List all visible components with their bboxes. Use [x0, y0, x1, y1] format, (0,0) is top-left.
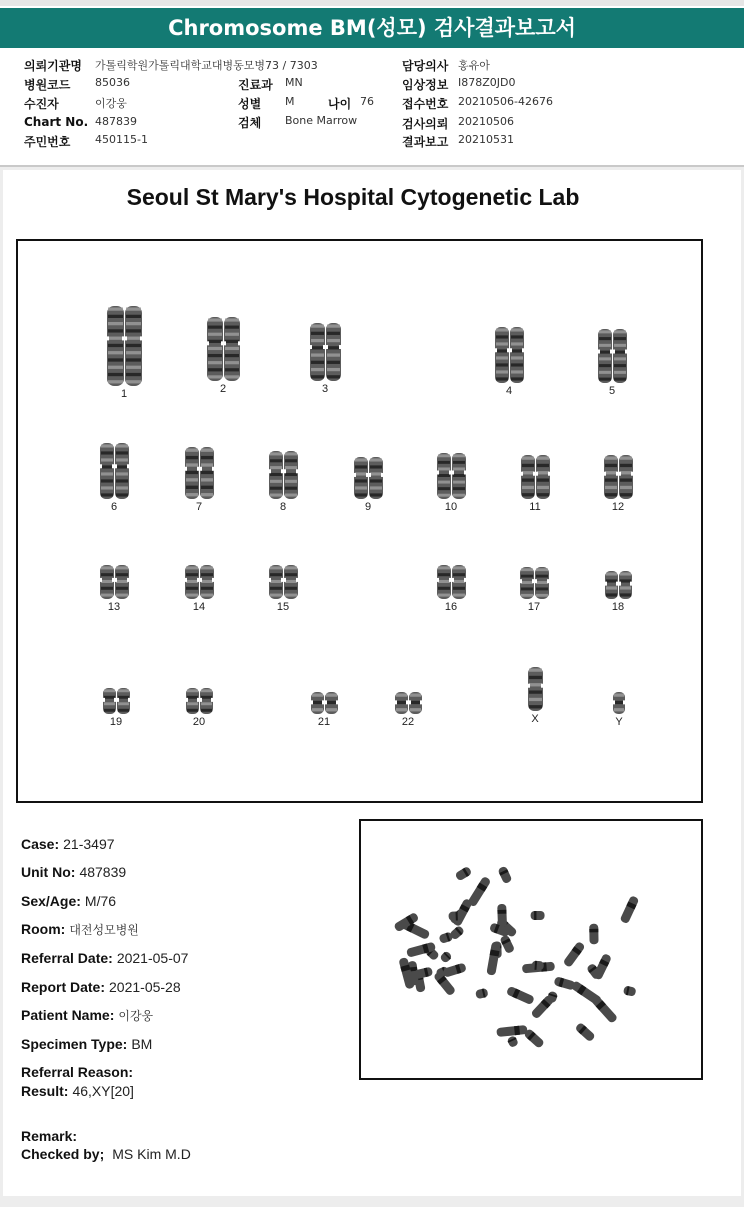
unit-no-field: [21, 864, 126, 880]
metaphase-chromosome: [574, 1022, 595, 1043]
info-label-resident-no: 주민번호: [24, 135, 71, 149]
metaphase-image-panel: [359, 819, 703, 1080]
chromosome-22-image: [393, 692, 423, 714]
chromosome-label-5: 5: [608, 385, 616, 397]
chromosome-label-12: 12: [611, 501, 625, 513]
chromosome-2-image: [205, 317, 241, 381]
report-date-field: [21, 979, 181, 995]
info-label-patient: 수진자: [24, 97, 59, 111]
metaphase-chromosome: [497, 904, 507, 928]
chromosome-label-15: 15: [276, 601, 290, 613]
chromosome-label-14: 14: [192, 601, 206, 613]
checked-by-field: [21, 1146, 191, 1162]
metaphase-chromosome: [486, 941, 501, 975]
chromosome-label-x: X: [531, 713, 539, 725]
report-date-value: 2021-05-28: [109, 979, 181, 995]
chromosome-label-16: 16: [444, 601, 458, 613]
chromosome-label-18: 18: [611, 601, 625, 613]
info-value-requesting-institution: 가톨릭학원가톨릭대학교대병동모병73 / 7303: [95, 59, 318, 72]
report-date-label: Report Date:: [21, 979, 106, 995]
sex-age-value: M/76: [84, 893, 117, 909]
metaphase-chromosome: [454, 866, 472, 882]
room-field: [21, 921, 139, 938]
specimen-type-value: BM: [131, 1036, 153, 1052]
referral-date-label: Referral Date:: [21, 950, 113, 966]
result-field: [21, 1083, 134, 1099]
checked-by-value: MS Kim M.D: [112, 1146, 191, 1162]
specimen-type-field: [21, 1036, 152, 1052]
case-label: Case:: [21, 836, 60, 852]
remark-field: [21, 1128, 77, 1144]
info-label-department: 진료과: [238, 78, 273, 92]
chromosome-14-image: [183, 565, 215, 599]
metaphase-chromosome: [499, 934, 515, 954]
chromosome-18-image: [603, 571, 633, 599]
chromosome-label-13: 13: [107, 601, 121, 613]
chromosome-label-3: 3: [321, 383, 329, 395]
metaphase-chromosome: [531, 911, 545, 920]
metaphase-chromosome: [467, 876, 491, 908]
chromosome-19-image: [101, 688, 131, 714]
unit-no-value: 487839: [79, 864, 127, 880]
top-divider: [0, 0, 744, 6]
chromosome-label-7: 7: [195, 501, 203, 513]
chromosome-label-1: 1: [120, 388, 128, 400]
metaphase-chromosome: [442, 962, 467, 977]
info-value-resident-no: 450115-1: [95, 133, 148, 146]
chromosome-label-17: 17: [527, 601, 541, 613]
result-label: Result:: [21, 1083, 69, 1099]
metaphase-chromosome: [475, 988, 489, 999]
chromosome-11-image: [519, 455, 551, 499]
metaphase-chromosome: [506, 986, 535, 1006]
chromosome-3-image: [308, 323, 342, 381]
chromosome-label-9: 9: [364, 501, 372, 513]
unit-no-label: Unit No:: [21, 864, 76, 880]
chromosome-21-image: [309, 692, 339, 714]
info-label-specimen: 검체: [238, 116, 262, 130]
patient-name-value: 이강웅: [118, 1009, 154, 1023]
chromosome-x-image: [526, 667, 545, 711]
chromosome-5-image: [596, 329, 628, 383]
patient-name-field: [21, 1007, 153, 1024]
metaphase-chromosome: [507, 1035, 519, 1048]
sex-age-field: [21, 893, 116, 909]
chromosome-6-image: [98, 443, 130, 499]
metaphase-spread-image: [361, 821, 701, 1078]
info-value-clinical-info: I878Z0JD0: [458, 76, 516, 89]
info-value-receipt-no: 20210506-42676: [458, 95, 553, 108]
info-value-sex: M: [285, 95, 295, 108]
info-label-chart-no: Chart No.: [24, 115, 89, 129]
info-value-hospital-code: 85036: [95, 76, 130, 89]
info-value-result-report: 20210531: [458, 133, 514, 146]
referral-reason-field: [21, 1064, 137, 1080]
chromosome-8-image: [267, 451, 299, 499]
karyogram-panel: [16, 239, 703, 803]
info-value-patient: 이강웅: [95, 97, 127, 110]
metaphase-chromosome: [448, 911, 460, 920]
chromosome-4-image: [493, 327, 525, 383]
metaphase-chromosome: [439, 950, 453, 964]
chromosome-label-19: 19: [109, 716, 123, 728]
info-value-chart-no: 487839: [95, 115, 137, 128]
remark-label: Remark:: [21, 1128, 78, 1144]
chromosome-label-y: Y: [615, 716, 623, 728]
checked-by-label: Checked by;: [21, 1146, 105, 1162]
chromosome-label-11: 11: [529, 501, 541, 513]
info-label-test-request: 검사의뢰: [402, 117, 449, 131]
chromosome-label-20: 20: [192, 716, 206, 728]
specimen-type-label: Specimen Type:: [21, 1036, 128, 1052]
chromosome-16-image: [435, 565, 467, 599]
info-value-specimen: Bone Marrow: [285, 114, 358, 127]
sex-age-label: Sex/Age:: [21, 893, 81, 909]
chromosome-12-image: [602, 455, 634, 499]
result-value: 46,XY[20]: [72, 1083, 134, 1099]
room-value: 대전성모병원: [69, 923, 139, 937]
chromosome-20-image: [184, 688, 214, 714]
metaphase-chromosome: [623, 985, 637, 996]
patient-name-label: Patient Name:: [21, 1007, 115, 1023]
lab-title: Seoul St Mary's Hospital Cytogenetic Lab: [126, 184, 580, 210]
report-header-title: Chromosome BM(성모) 검사결과보고서: [0, 8, 744, 48]
referral-date-value: 2021-05-07: [116, 950, 189, 966]
info-label-sex: 성별: [238, 97, 262, 111]
chromosome-label-22: 22: [401, 716, 415, 728]
chromosome-label-4: 4: [505, 385, 513, 397]
metaphase-chromosome: [496, 1025, 527, 1037]
info-label-requesting-institution: 의뢰기관명: [24, 59, 82, 73]
info-label-receipt-no: 접수번호: [402, 97, 449, 111]
info-label-hospital-code: 병원코드: [24, 78, 71, 92]
info-value-age: 76: [360, 95, 374, 108]
metaphase-chromosome: [531, 961, 544, 971]
chromosome-9-image: [352, 457, 384, 499]
metaphase-chromosome: [553, 976, 575, 990]
case-value: 21-3497: [63, 836, 115, 852]
chromosome-label-6: 6: [110, 501, 118, 513]
patient-info-panel: [0, 48, 744, 167]
chromosome-label-21: 21: [317, 716, 331, 728]
metaphase-chromosome: [497, 866, 512, 885]
info-label-age: 나이: [328, 97, 352, 111]
info-label-clinical-info: 임상정보: [402, 78, 449, 92]
metaphase-chromosome: [563, 941, 586, 968]
metaphase-chromosome: [590, 995, 618, 1024]
info-label-physician: 담당의사: [402, 59, 449, 73]
referral-reason-label: Referral Reason:: [21, 1064, 134, 1080]
metaphase-chromosome: [619, 895, 639, 924]
info-value-physician: 홍유아: [458, 59, 490, 72]
chromosome-7-image: [183, 447, 215, 499]
chromosome-17-image: [518, 567, 550, 599]
chromosome-y-image: [611, 692, 627, 714]
metaphase-chromosome: [589, 924, 598, 945]
room-label: Room:: [21, 921, 66, 937]
info-value-test-request: 20210506: [458, 115, 514, 128]
chromosome-10-image: [435, 453, 467, 499]
chromosome-13-image: [98, 565, 130, 599]
chromosome-label-8: 8: [279, 501, 287, 513]
chromosome-label-10: 10: [444, 501, 458, 513]
referral-date-field: [21, 950, 188, 966]
case-field: [21, 836, 115, 852]
chromosome-label-2: 2: [219, 383, 227, 395]
chromosome-15-image: [267, 565, 299, 599]
chromosome-1-image: [105, 306, 143, 386]
info-value-department: MN: [285, 76, 303, 89]
info-label-result-report: 결과보고: [402, 135, 449, 149]
